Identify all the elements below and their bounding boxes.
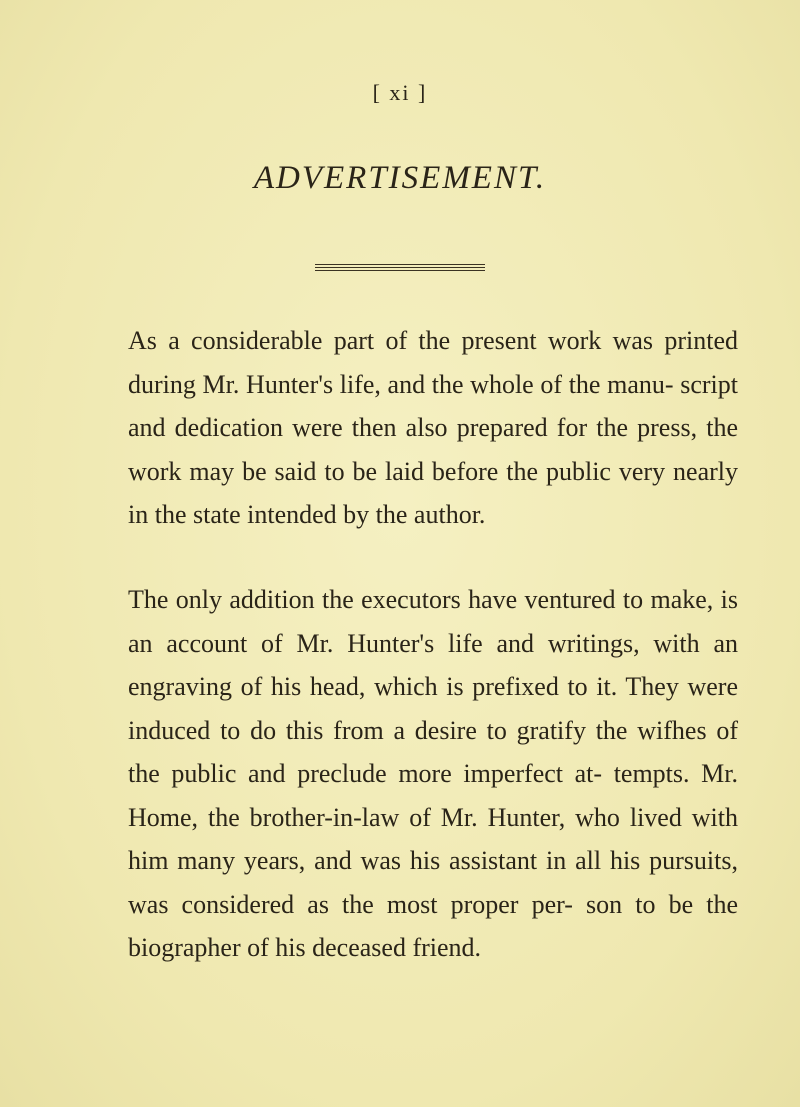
decorative-rule bbox=[315, 264, 485, 273]
paragraph-2: The only addition the executors have ventured to make, is an account of Mr. Hunter's life and writings, with an engraving of his head, which is prefixed to it. They were induced to do this from a desire to gratify the wifhes of the public and preclude more imperfect at- tempts. Mr. Home, the brother-in-law of Mr. Hunter, who lived with him many years, and was his assistant in all his pursuits, was considered as the most proper per- son to be the biographer of his deceased friend. bbox=[128, 585, 738, 962]
page-number: [ xi ] bbox=[372, 80, 428, 105]
page-heading: ADVERTISEMENT. bbox=[253, 160, 547, 196]
paragraph-1: As a considerable part of the present work was printed during Mr. Hunter's life, and the whole of the manu- script and dedication were then also prepared for the press, the work may be said to be laid before the public very nearly in the state intended by the author. bbox=[128, 326, 738, 529]
